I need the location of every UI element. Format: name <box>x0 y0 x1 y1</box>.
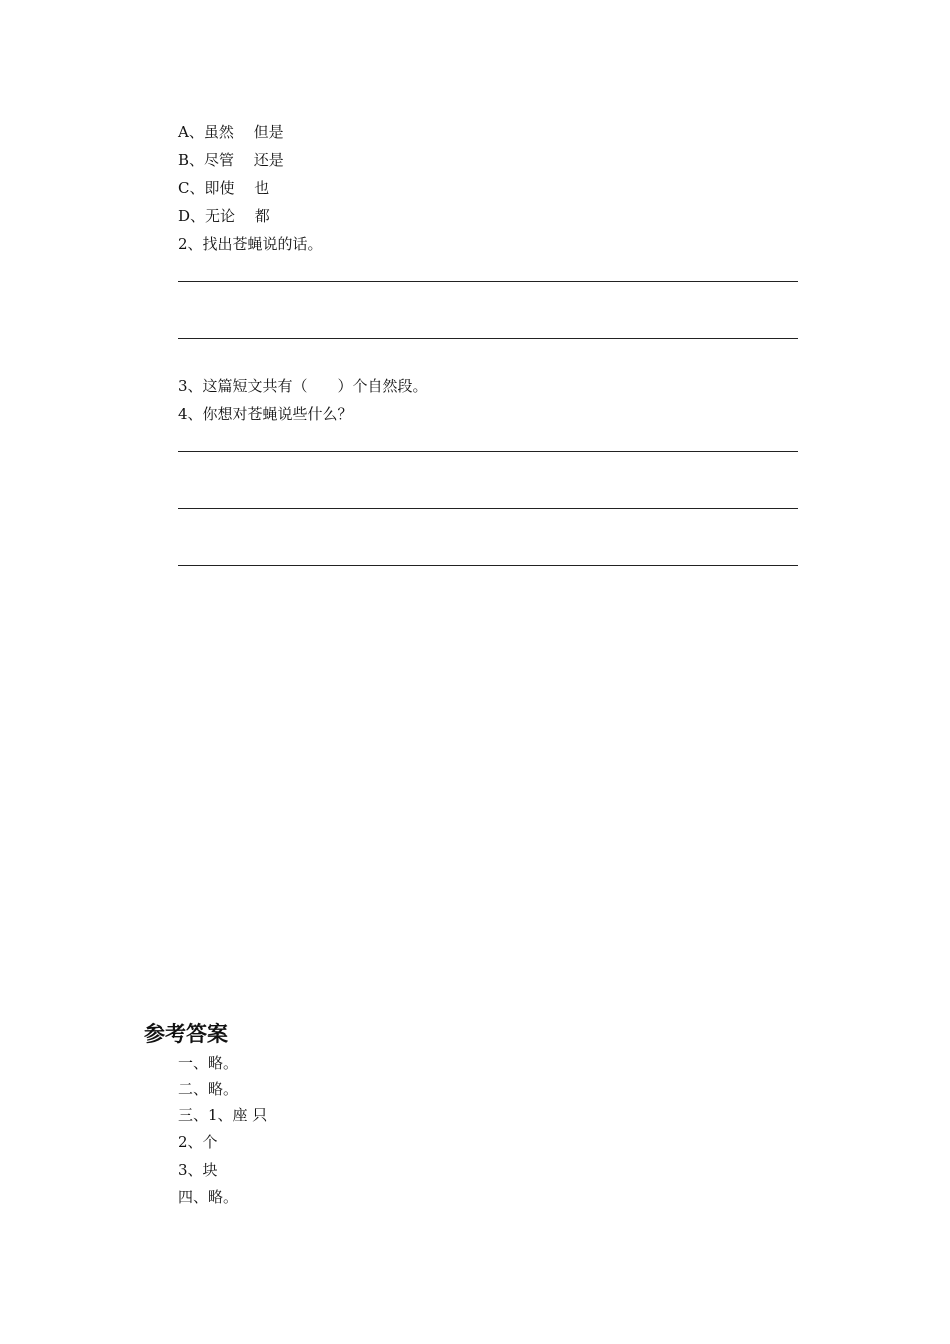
answer-line <box>178 451 798 452</box>
answer-line <box>178 338 798 339</box>
answer-item: 一、略。 <box>178 1054 239 1072</box>
answer-item: 3、块 <box>178 1161 218 1179</box>
answer-item: 二、略。 <box>178 1080 239 1098</box>
answer-item: 2、个 <box>178 1133 218 1151</box>
answer-item: 三、1、座 只 <box>178 1106 268 1124</box>
option-d: D、无论 都 <box>178 207 270 225</box>
option-a: A、虽然 但是 <box>178 123 284 141</box>
answer-line <box>178 508 798 509</box>
question-2: 2、找出苍蝇说的话。 <box>178 235 323 253</box>
option-c: C、即使 也 <box>178 179 270 197</box>
answer-key-title: 参考答案 <box>144 1022 228 1046</box>
answer-line <box>178 565 798 566</box>
answer-line <box>178 281 798 282</box>
question-4: 4、你想对苍蝇说些什么？ <box>178 405 353 423</box>
answer-item: 四、略。 <box>178 1188 239 1206</box>
option-b: B、尽管 还是 <box>178 151 284 169</box>
question-3: 3、这篇短文共有（ ）个自然段。 <box>178 377 428 395</box>
